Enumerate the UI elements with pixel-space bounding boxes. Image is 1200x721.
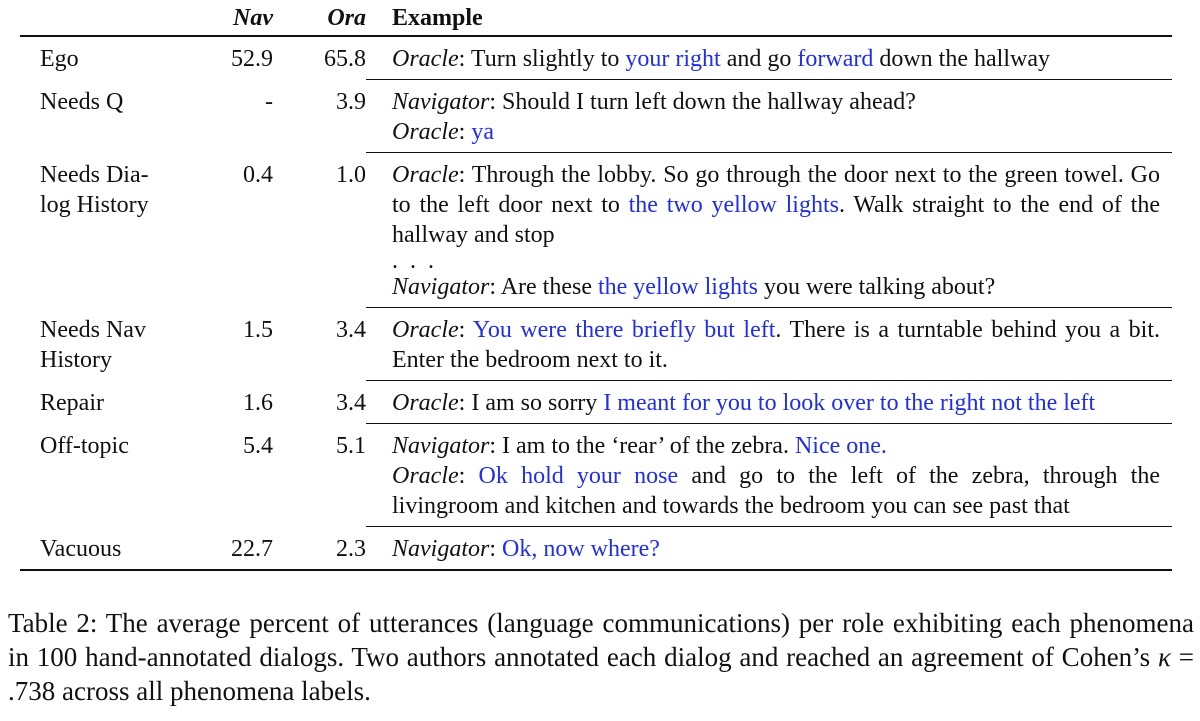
row-example	[366, 308, 1172, 381]
caption-text-before: Table 2: The average percent of utterances (language communications) per role exhibiting each phenomena in 100 hand-annotated dialogs. Two authors annotated each dialog and reached an agreement of Cohen’s	[8, 608, 1194, 672]
phenomena-table	[20, 0, 1172, 571]
row-category-line: Needs Dia-	[40, 161, 149, 188]
example-text: : Turn slightly to	[458, 46, 626, 72]
highlighted-phrase: your right	[625, 46, 721, 72]
example-text: :	[458, 119, 472, 145]
row-nav-value: 1.5	[243, 316, 273, 343]
table-body	[20, 36, 1172, 570]
highlighted-phrase: the yellow lights	[597, 274, 758, 300]
row-category: Needs Q	[40, 88, 124, 115]
highlighted-phrase: Ok, now where?	[502, 536, 660, 562]
row-nav-value: 0.4	[243, 161, 273, 188]
example-utterance	[392, 388, 1160, 418]
row-ora-value: 1.0	[336, 161, 366, 188]
row-ora-value: 3.4	[336, 316, 366, 343]
table-row	[20, 36, 1172, 80]
row-example	[366, 80, 1172, 153]
example-text: . Walk straight to the end of the hallway and stop	[392, 192, 1160, 248]
row-nav-value: -	[265, 88, 273, 115]
example-text: and go to the left of the zebra, through the livingroom and kitchen and towards the bedroom you can see past that	[392, 463, 1160, 519]
table-row	[20, 381, 1172, 424]
table-caption	[8, 606, 1194, 708]
example-text: :	[458, 317, 473, 343]
row-ora-value: 2.3	[273, 527, 366, 571]
example-utterance	[392, 315, 1160, 375]
example-utterance	[392, 250, 1160, 272]
row-nav-value: 22.7	[178, 527, 273, 571]
row-ora-value: 5.1	[336, 432, 366, 459]
example-utterance	[392, 160, 1160, 250]
row-category-line: log History	[40, 191, 149, 218]
row-ora-value: 65.8	[324, 46, 366, 72]
speaker-label: Navigator	[392, 536, 490, 562]
speaker-label: Oracle	[392, 390, 459, 416]
example-text: :	[458, 463, 479, 489]
row-category: Vacuous	[20, 527, 178, 571]
table-row	[20, 308, 1172, 381]
highlighted-phrase: I meant for you to look over to the right not the left	[603, 390, 1096, 416]
example-text: and go	[720, 46, 798, 72]
row-example	[366, 527, 1172, 571]
highlighted-phrase: Ok hold your nose	[478, 463, 679, 489]
highlighted-phrase: ya	[471, 119, 494, 145]
row-nav-value: 1.6	[243, 389, 273, 416]
caption-text-after: = .738 across all phenomena labels.	[8, 642, 1194, 706]
example-text: down the hallway	[873, 46, 1050, 72]
row-nav-value: 52.9	[231, 46, 273, 72]
row-example	[366, 424, 1172, 527]
example-text: : Are these	[489, 274, 598, 300]
speaker-label: Navigator	[392, 274, 490, 300]
example-text: . There is a turntable behind you a bit. Enter the bedroom next to it.	[392, 317, 1160, 373]
table-row	[20, 80, 1172, 153]
speaker-label: Navigator	[392, 433, 490, 459]
row-example	[366, 36, 1172, 80]
example-text: you were talking about?	[757, 274, 996, 300]
example-text: : I am so sorry	[458, 390, 604, 416]
example-text: : I am to the ‘rear’ of the zebra.	[489, 433, 795, 459]
speaker-label: Oracle	[392, 317, 459, 343]
row-category: Repair	[40, 389, 104, 416]
speaker-label: Oracle	[392, 463, 459, 489]
row-ora-value: 3.9	[336, 88, 366, 115]
row-category	[20, 153, 178, 308]
highlighted-phrase: Nice one.	[794, 433, 887, 459]
speaker-label: Navigator	[392, 89, 490, 115]
highlighted-phrase: forward	[797, 46, 874, 72]
table-header	[20, 0, 1172, 36]
example-text: : Should I turn left down the hallway ahead?	[489, 89, 916, 115]
row-category-line: History	[40, 346, 112, 373]
example-utterance	[392, 272, 1160, 302]
speaker-label: Oracle	[392, 119, 459, 145]
header-category	[20, 0, 178, 36]
header-ora: Ora	[327, 5, 366, 31]
ellipsis: . . .	[392, 248, 437, 274]
example-utterance	[392, 44, 1160, 74]
row-category: Ego	[40, 46, 79, 72]
row-category-line: Needs Nav	[40, 316, 146, 343]
speaker-label: Oracle	[392, 162, 459, 188]
row-example	[366, 153, 1172, 308]
example-utterance	[392, 534, 1160, 564]
row-nav-value: 5.4	[243, 432, 273, 459]
row-category	[20, 308, 178, 381]
header-example: Example	[392, 5, 483, 31]
table-row	[20, 424, 1172, 527]
row-category: Off-topic	[40, 432, 129, 459]
highlighted-phrase: the two yellow lights	[628, 192, 839, 218]
example-utterance	[392, 117, 1160, 147]
speaker-label: Oracle	[392, 46, 459, 72]
example-utterance	[392, 461, 1160, 521]
example-utterance	[392, 431, 1160, 461]
example-utterance	[392, 87, 1160, 117]
example-text: : Through the lobby. So go through the door next to the green towel. Go to the left door next to	[392, 162, 1160, 218]
example-text: :	[489, 536, 503, 562]
table-row	[20, 527, 1172, 571]
table-row	[20, 153, 1172, 308]
row-ora-value: 3.4	[336, 389, 366, 416]
row-example	[366, 381, 1172, 424]
highlighted-phrase: You were there briefly but left	[472, 317, 776, 343]
caption-kappa-symbol: κ	[1157, 642, 1171, 672]
header-nav: Nav	[233, 5, 273, 31]
